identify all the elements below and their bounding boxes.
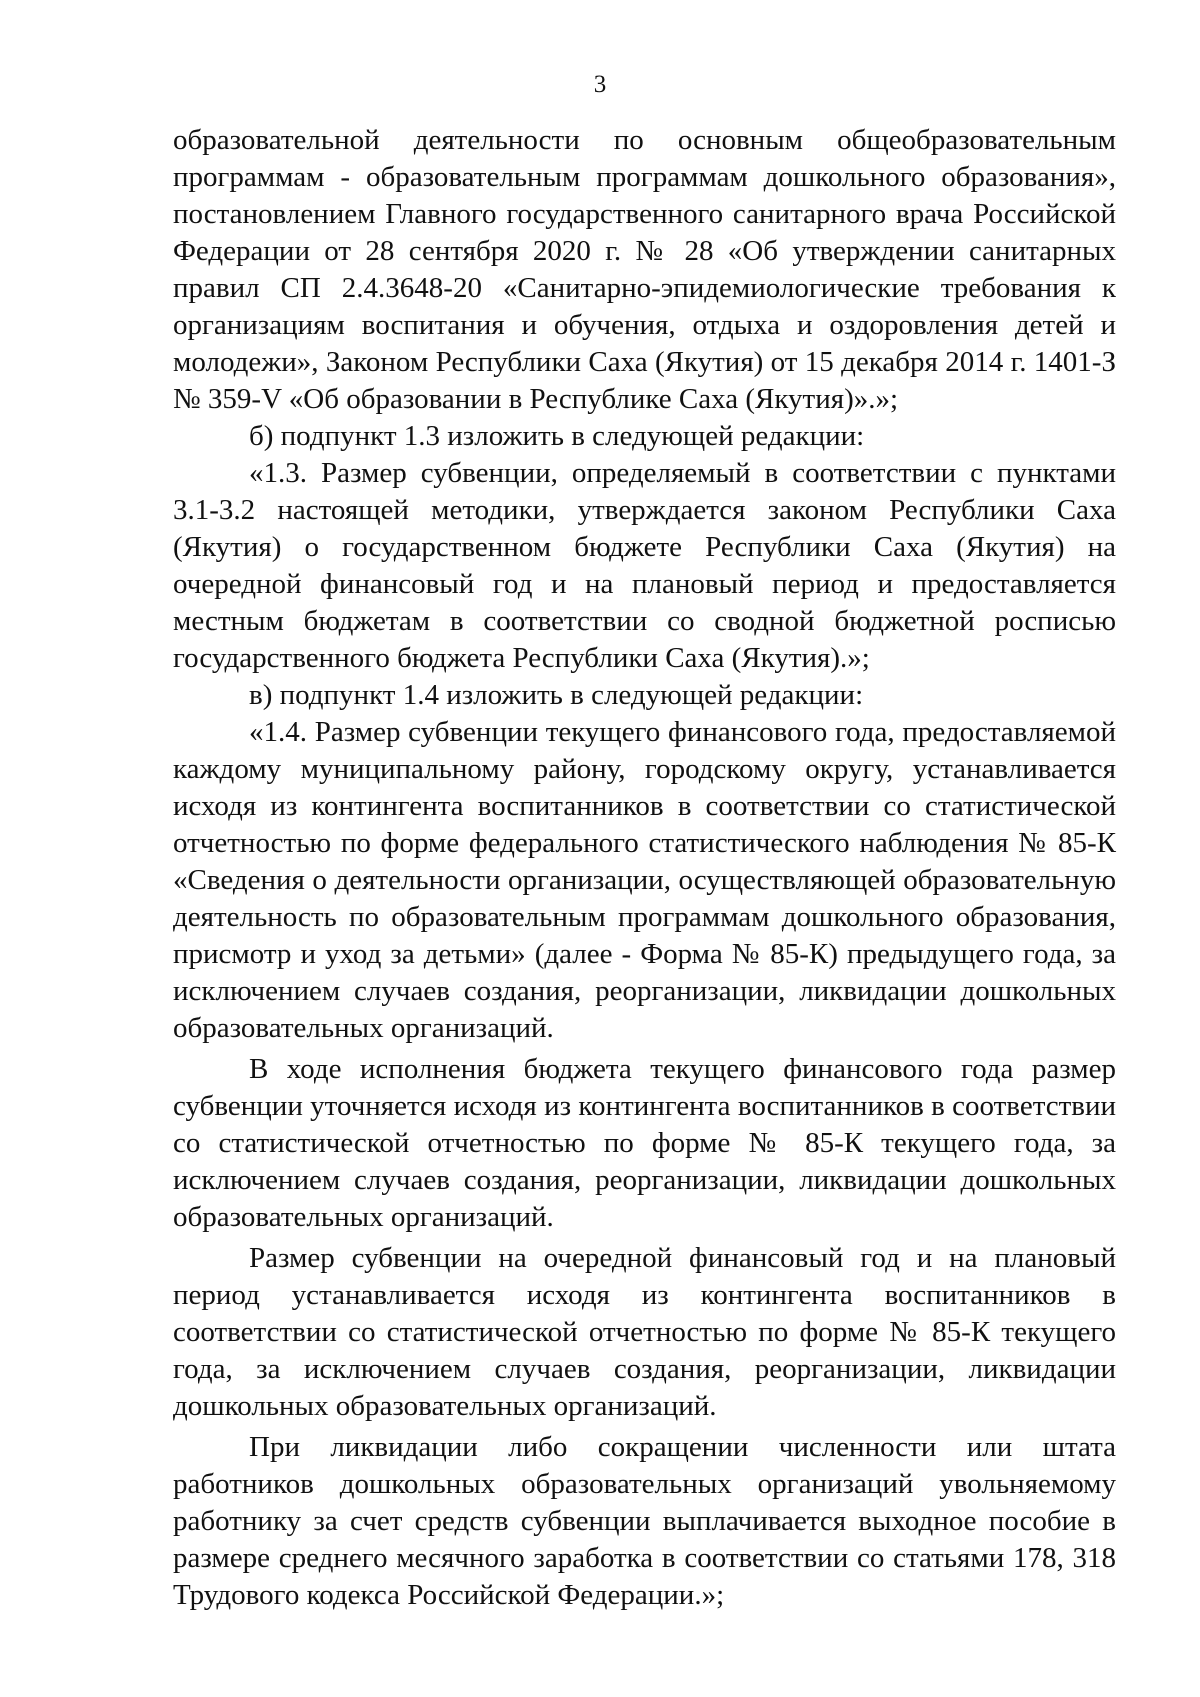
paragraph-budget-execution: В ходе исполнения бюджета текущего финансового года размер субвенции уточняется исходя из контингента воспитанников в соответствии со статистической отчетностью по форме № 85-К текущего года, за исключением случаев создания, реорганизации, ликвидации дошкольных образовательных организаций. bbox=[173, 1053, 1116, 1233]
paragraph-planning-period: Размер субвенции на очередной финансовый год и на плановый период устанавливается исходя из контингента воспитанников в соответствии со статистической отчетностью по форме № 85-К текущего года, за исключением случаев создания, реорганизации, ликвидации дошкольных образовательных организаций. bbox=[173, 1242, 1116, 1422]
paragraph-subitem-v: в) подпункт 1.4 изложить в следующей редакции: bbox=[249, 679, 864, 711]
paragraph-subitem-b: б) подпункт 1.3 изложить в следующей редакции: bbox=[249, 420, 865, 452]
paragraph-continuation: образовательной деятельности по основным общеобразовательным программам - образовательным программам дошкольного образования», постановлением Главного государственного санитарного врача Российской Федерации от 28 сентября 2020 г. № 28 «Об утверждении санитарных правил СП 2.4.3648-20 «Санитарно-эпидемиологические требования к организациям воспитания и обучения, отдыха и оздоровления детей и молодежи», Законом Республики Саха (Якутия) от 15 декабря 2014 г. 1401-З № 359-V «Об образовании в Республике Саха (Якутия)».»; bbox=[173, 124, 1116, 415]
paragraph-clause-1-3: «1.3. Размер субвенции, определяемый в соответствии с пунктами 3.1-3.2 настоящей методики, утверждается законом Республики Саха (Якутия) о государственном бюджете Республики Саха (Якутия) на очередной финансовый год и на плановый период и предоставляется местным бюджетам в соответствии со сводной бюджетной росписью государственного бюджета Республики Саха (Якутия).»; bbox=[173, 457, 1116, 674]
paragraph-clause-1-4: «1.4. Размер субвенции текущего финансового года, предоставляемой каждому муниципальному району, городскому округу, устанавливается исходя из контингента воспитанников в соответствии со статистической отчетностью по форме федерального статистического наблюдения № 85-К «Сведения о деятельности организации, осуществляющей образовательную деятельность по образовательным программам дошкольного образования, присмотр и уход за детьми» (далее - Форма № 85-К) предыдущего года, за исключением случаев создания, реорганизации, ликвидации дошкольных образовательных организаций. bbox=[173, 716, 1116, 1044]
paragraph-severance: При ликвидации либо сокращении численности или штата работников дошкольных образовательных организаций увольняемому работнику за счет средств субвенции выплачивается выходное пособие в размере среднего месячного заработка в соответствии со статьями 178, 318 Трудового кодекса Российской Федерации.»; bbox=[173, 1431, 1116, 1611]
page-number: 3 bbox=[593, 71, 607, 98]
document-body bbox=[173, 122, 1116, 1614]
